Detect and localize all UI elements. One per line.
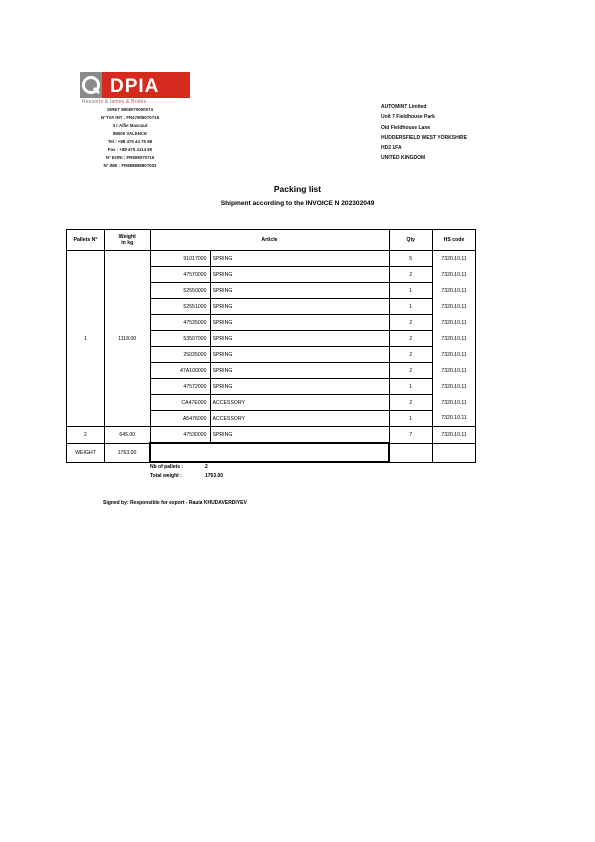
- article-hs: 7320.10.11: [433, 267, 476, 283]
- article-hs: 7320.10.11: [433, 283, 476, 299]
- article-ref: CA47E000: [150, 395, 210, 411]
- packing-table: [66, 229, 476, 463]
- recipient-line: Old Fieldhouse Lane: [381, 124, 431, 131]
- summary-pallets-value: 2: [205, 464, 208, 470]
- article-ref: 53507000: [150, 331, 210, 347]
- article-ref: 47535000: [150, 315, 210, 331]
- article-hs: 7320.10.11: [433, 427, 476, 444]
- header-hs-code: HS code: [433, 230, 476, 251]
- article-ref: 47530000: [150, 427, 210, 444]
- header-weight-line1: Weight: [118, 234, 136, 240]
- header-article: Article: [150, 230, 389, 251]
- total-empty-cell: [150, 443, 389, 462]
- company-logo-graphic: [80, 72, 190, 98]
- company-tagline: Ressorts & lames & Brides: [82, 99, 147, 105]
- sender-line: 88000 VALENCE: [112, 131, 148, 136]
- article-qty: 2: [389, 395, 433, 411]
- recipient-line: AUTOMINT Limited: [381, 104, 427, 110]
- article-ref: 91017000: [150, 251, 210, 267]
- sender-line: 3 r Alfie Mascaut: [112, 123, 148, 128]
- total-qty-cell: [389, 443, 433, 462]
- article-name: ACCESSORY: [210, 411, 389, 427]
- sender-line: N° EORI : FR808070716: [105, 155, 155, 160]
- packing-table-body: [67, 251, 476, 463]
- total-weight-label: WEIGHT: [67, 443, 105, 462]
- table-total-row: [67, 443, 476, 462]
- article-ref: 47570000: [150, 267, 210, 283]
- article-name: ACCESSORY: [210, 395, 389, 411]
- page-subtitle: Shipment according to the INVOICE N 202302049: [220, 200, 375, 207]
- summary-pallets: [150, 463, 223, 472]
- article-hs: 7320.10.11: [433, 299, 476, 315]
- pallet-weight: 645.00: [105, 427, 151, 444]
- signature-line: Signed by: Responsible for export - Rauia KHUDAVERDIYEV: [103, 500, 247, 506]
- header-pallet: Pallets N°: [67, 230, 105, 251]
- article-qty: 2: [389, 363, 433, 379]
- article-hs: 7320.10.11: [433, 331, 476, 347]
- recipient-line: HUDDERSFIELD WEST YORKSHIRE: [381, 134, 468, 141]
- article-name: SPRING: [210, 267, 389, 283]
- page-title: Packing list: [273, 184, 322, 194]
- article-name: SPRING: [210, 347, 389, 363]
- article-name: SPRING: [210, 251, 389, 267]
- summary-pallets-label: Nb of pallets :: [150, 464, 184, 470]
- summary-weight-label: Total weight :: [150, 473, 182, 479]
- article-ref: 25035000: [150, 347, 210, 363]
- article-hs: 7320.10.11: [433, 411, 476, 427]
- total-weight-value: 1763.00: [105, 443, 151, 462]
- article-hs: 7320.10.11: [433, 315, 476, 331]
- article-name: SPRING: [210, 379, 389, 395]
- article-qty: 1: [389, 299, 433, 315]
- article-qty: 1: [389, 411, 433, 427]
- table-header-row: [67, 230, 476, 251]
- summary-weight: [150, 472, 223, 481]
- sender-line: SIRET 8808070000074: [107, 107, 153, 112]
- article-name: SPRING: [210, 315, 389, 331]
- logo-text: DPIA: [110, 76, 160, 97]
- total-hs-cell: [433, 443, 476, 462]
- sender-line: Fax : +88 475 4114 80: [107, 147, 153, 152]
- shipment-summary: [150, 463, 223, 481]
- article-hs: 7320.10.11: [433, 251, 476, 267]
- article-qty: 1: [389, 283, 433, 299]
- article-ref: 52551000: [150, 299, 210, 315]
- article-ref: 52550000: [150, 283, 210, 299]
- pallet-number: 2: [67, 427, 105, 444]
- article-name: SPRING: [210, 427, 389, 444]
- pallet-weight: 1118.00: [105, 251, 151, 427]
- pallet-number: 1: [67, 251, 105, 427]
- header-qty: Qty: [389, 230, 433, 251]
- article-ref: A5476000: [150, 411, 210, 427]
- article-qty: 1: [389, 379, 433, 395]
- article-name: SPRING: [210, 283, 389, 299]
- table-row: [67, 251, 476, 267]
- article-ref: 47A100000: [150, 363, 210, 379]
- article-qty: 5: [389, 251, 433, 267]
- company-logo: [80, 72, 190, 98]
- article-qty: 2: [389, 347, 433, 363]
- summary-weight-value: 1763.00: [205, 473, 224, 479]
- article-hs: 7320.10.11: [433, 347, 476, 363]
- recipient-line: HD2 1FA: [381, 145, 402, 152]
- table-row: [67, 427, 476, 444]
- recipient-address: [381, 102, 467, 164]
- article-qty: 7: [389, 427, 433, 444]
- article-name: SPRING: [210, 331, 389, 347]
- recipient-line: Unit 7 Fieldhouse Park: [381, 114, 435, 121]
- article-hs: 7320.10.11: [433, 395, 476, 411]
- article-qty: 2: [389, 315, 433, 331]
- sender-address: [90, 106, 170, 170]
- sender-line: N°TVA INT : FR47808070716: [100, 115, 160, 120]
- article-name: SPRING: [210, 299, 389, 315]
- article-hs: 7320.10.11: [433, 379, 476, 395]
- header-weight: [105, 230, 151, 251]
- article-name: SPRING: [210, 363, 389, 379]
- article-hs: 7320.10.11: [433, 363, 476, 379]
- header-weight-line2: in kg: [121, 240, 134, 246]
- article-qty: 2: [389, 331, 433, 347]
- article-qty: 2: [389, 267, 433, 283]
- recipient-line: UNITED KINGDOM: [381, 155, 426, 162]
- sender-line: Tel : +88 475 44 75 98: [107, 139, 153, 144]
- sender-line: N° IME : FR888888807003: [103, 163, 157, 168]
- article-ref: 47572000: [150, 379, 210, 395]
